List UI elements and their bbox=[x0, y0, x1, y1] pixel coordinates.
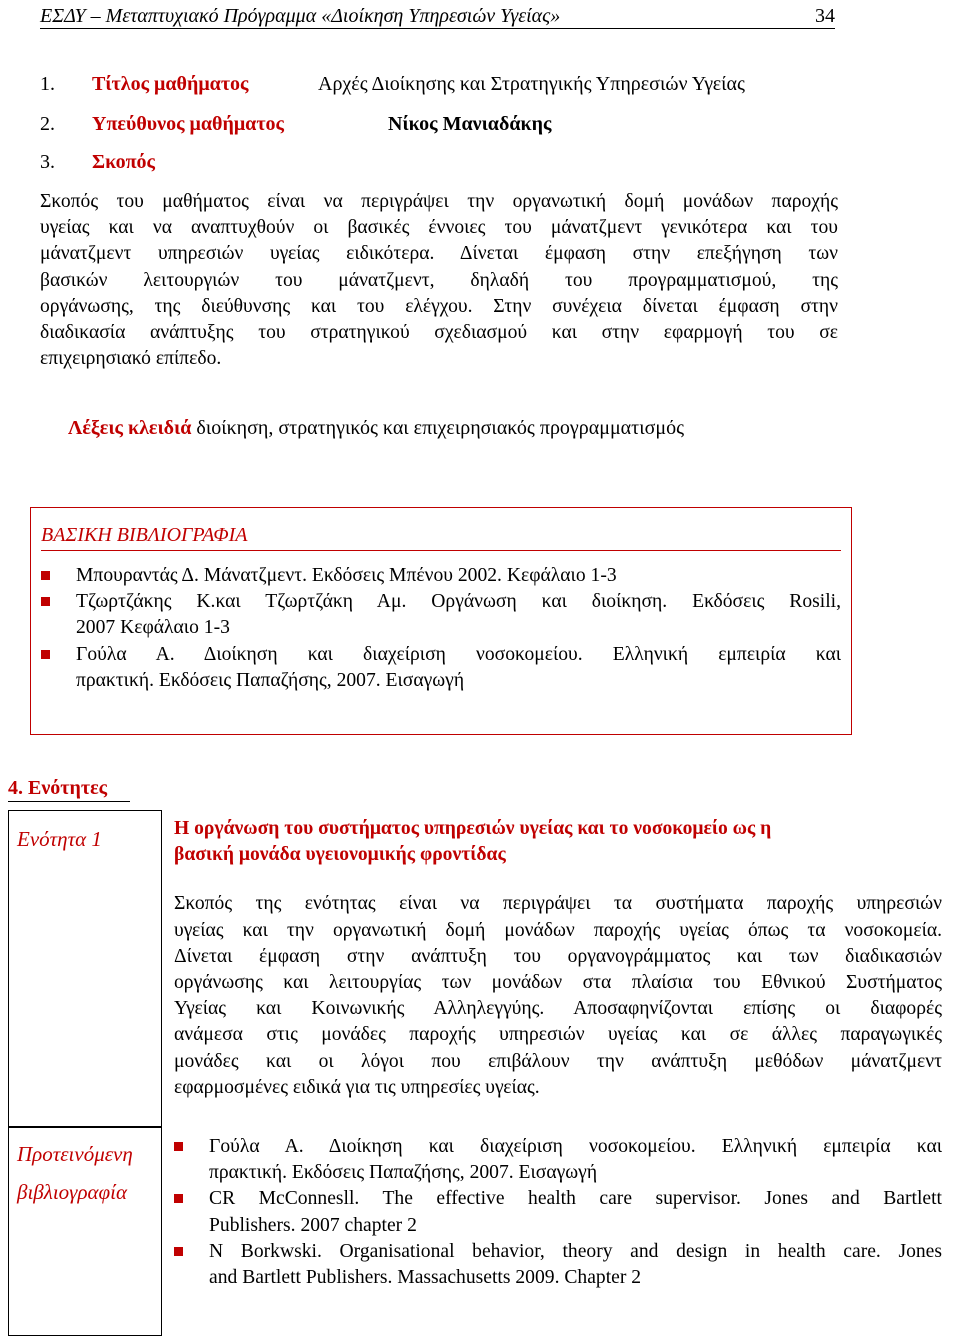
course-title-label: Τίτλος μαθήματος bbox=[92, 73, 249, 95]
course-goal-number: 3. bbox=[40, 151, 55, 173]
suggested-bibliography-label bbox=[17, 1135, 133, 1211]
goal-line: οργάνωσης, της διεύθυνσης και του ελέγχου. Στην συνέχεια δίνεται έμφαση στην bbox=[40, 295, 838, 317]
course-goal-label: Σκοπός bbox=[92, 151, 155, 173]
bibliography-item bbox=[41, 589, 841, 641]
keywords-line bbox=[68, 416, 684, 440]
unit-1-desc-line: ανάμεσα στις μονάδες παροχής υπηρεσιών υγείας και σε άλλες παραγωγικές bbox=[174, 1024, 942, 1046]
suggested-item-text: CR McConnesll. The effective health care supervisor. Jones and Bartlett bbox=[209, 1188, 942, 1210]
suggested-bibliography-list bbox=[174, 1134, 942, 1291]
unit-1-desc-line: εφαρμοσμένες ειδικά για τις υπηρεσίες υγείας. bbox=[174, 1076, 540, 1098]
unit-1-title-line: Η οργάνωση του συστήματος υπηρεσιών υγείας και το νοσοκομείο ως η bbox=[174, 818, 772, 839]
bullet-square-icon bbox=[41, 571, 50, 580]
bibliography-item-text: πρακτική. Εκδόσεις Παπαζήσης, 2007. Εισαγωγή bbox=[76, 670, 465, 692]
bullet-square-icon bbox=[174, 1247, 183, 1256]
bullet-square-icon bbox=[174, 1142, 183, 1151]
course-owner-row bbox=[40, 112, 552, 136]
goal-paragraph bbox=[40, 189, 838, 372]
unit-1-title-line: βασική μονάδα υγειονομικής φροντίδας bbox=[174, 844, 506, 866]
course-owner-number: 2. bbox=[40, 113, 55, 135]
unit-1-desc-line: υγείας και την οργανωτική δομή μονάδων παροχής υγείας όπως τα νοσοκομεία. bbox=[174, 919, 942, 941]
suggested-item-text: Publishers. 2007 chapter 2 bbox=[209, 1214, 417, 1236]
bullet-square-icon bbox=[41, 597, 50, 606]
bullet-square-icon bbox=[174, 1194, 183, 1203]
course-title-number: 1. bbox=[40, 73, 55, 95]
course-goal-row bbox=[40, 150, 155, 174]
suggested-bibliography-label-box bbox=[8, 1126, 162, 1336]
course-title-value: Αρχές Διοίκησης και Στρατηγικής Υπηρεσιών Υγείας bbox=[318, 73, 745, 95]
suggested-item-text: and Bartlett Publishers. Massachusetts 2009. Chapter 2 bbox=[209, 1267, 642, 1289]
suggested-item-text: πρακτική. Εκδόσεις Παπαζήσης, 2007. Εισαγωγή bbox=[209, 1162, 598, 1184]
suggested-item-text: N Borkwski. Organisational behavior, theory and design in health care. Jones bbox=[209, 1240, 942, 1262]
unit-1-description bbox=[174, 891, 942, 1101]
course-title-row bbox=[40, 72, 745, 96]
suggested-bibliography-label-line: Προτεινόμενη bbox=[17, 1142, 133, 1166]
page-number: 34 bbox=[815, 5, 835, 27]
course-owner-label: Υπεύθυνος μαθήματος bbox=[92, 113, 284, 135]
unit-1-desc-line: οργάνωσης και λειτουργίας των μονάδων στα πλαίσια του Εθνικού Συστήματος bbox=[174, 972, 942, 994]
unit-1-desc-line: Δίνεται έμφαση στην ανάπτυξη του οργανογράμματος και των διαδικασιών bbox=[174, 945, 942, 967]
bibliography-heading: ΒΑΣΙΚΗ ΒΙΒΛΙΟΓΡΑΦΙΑ bbox=[41, 522, 841, 551]
unit-1-desc-line: μονάδες και οι λόγοι που επιβάλουν την ανάπτυξη μεθόδων μάνατζμεντ bbox=[174, 1050, 942, 1072]
unit-1-desc-line: Σκοπός της ενότητας είναι να περιγράψει τα συστήματα παροχής υπηρεσιών bbox=[174, 893, 942, 915]
goal-line: επιχειρησιακό επίπεδο. bbox=[40, 348, 222, 370]
keywords-text: διοίκηση, στρατηγικός και επιχειρησιακός προγραμματισμός bbox=[191, 417, 684, 439]
keywords-label: Λέξεις κλειδιά bbox=[68, 417, 192, 439]
bullet-square-icon bbox=[41, 650, 50, 659]
basic-bibliography-box bbox=[30, 507, 852, 735]
unit-1-body bbox=[174, 816, 942, 1101]
goal-line: βασικών λειτουργιών του μάνατζμεντ, δηλαδή του προγραμματισμού, της bbox=[40, 269, 838, 291]
unit-1-label-box bbox=[8, 810, 162, 1128]
course-owner-value: Νίκος Μανιαδάκης bbox=[388, 113, 552, 135]
page-header bbox=[40, 2, 835, 29]
unit-1-label: Ενότητα 1 bbox=[17, 827, 102, 851]
goal-line: υγείας και να αναπτυχθούν οι βασικές έννοιες του μάνατζμεντ γενικότερα και του bbox=[40, 217, 838, 239]
units-heading-text: 4. Ενότητες bbox=[8, 777, 108, 799]
suggested-item-text: Γούλα Α. Διοίκηση και διαχείριση νοσοκομείου. Ελληνική εμπειρία και bbox=[209, 1136, 942, 1157]
units-heading-underline bbox=[8, 801, 130, 802]
suggested-bibliography-label-line: βιβλιογραφία bbox=[17, 1180, 128, 1204]
goal-line: μάνατζμεντ υπηρεσιών υγείας ειδικότερα. Δίνεται έμφαση στην επεξήγηση των bbox=[40, 243, 838, 265]
bibliography-item bbox=[41, 563, 841, 589]
goal-line: διαδικασία ανάπτυξης του στρατηγικού σχεδιασμού και στην εφαρμογή του σε bbox=[40, 322, 838, 344]
bibliography-item bbox=[41, 642, 841, 694]
unit-1-desc-line: Υγείας και Κοινωνικής Αλληλεγγύης. Αποσαφηνίζονται επίσης οι διαφορές bbox=[174, 998, 942, 1020]
suggested-bibliography-item bbox=[174, 1134, 942, 1186]
units-heading bbox=[8, 776, 107, 800]
unit-1-title bbox=[174, 816, 942, 868]
header-title: ΕΣΔΥ – Μεταπτυχιακό Πρόγραμμα «Διοίκηση Υπηρεσιών Υγείας» bbox=[40, 5, 561, 27]
bibliography-item-text: Γούλα Α. Διοίκηση και διαχείριση νοσοκομείου. Ελληνική εμπειρία και bbox=[76, 644, 841, 665]
bibliography-item-text: Τζωρτζάκης Κ.και Τζωρτζάκη Αμ. Οργάνωση και διοίκηση. Εκδόσεις Rosili, bbox=[76, 591, 841, 612]
goal-line: Σκοπός του μαθήματος είναι να περιγράψει την οργανωτική δομή μονάδων παροχής bbox=[40, 191, 838, 212]
bibliography-item-text: 2007 Κεφάλαιο 1-3 bbox=[76, 617, 230, 639]
bibliography-item-text: Μπουραντάς Δ. Μάνατζμεντ. Εκδόσεις Μπένου 2002. Κεφάλαιο 1-3 bbox=[76, 565, 617, 586]
suggested-bibliography-item bbox=[174, 1239, 942, 1291]
suggested-bibliography-item bbox=[174, 1186, 942, 1238]
